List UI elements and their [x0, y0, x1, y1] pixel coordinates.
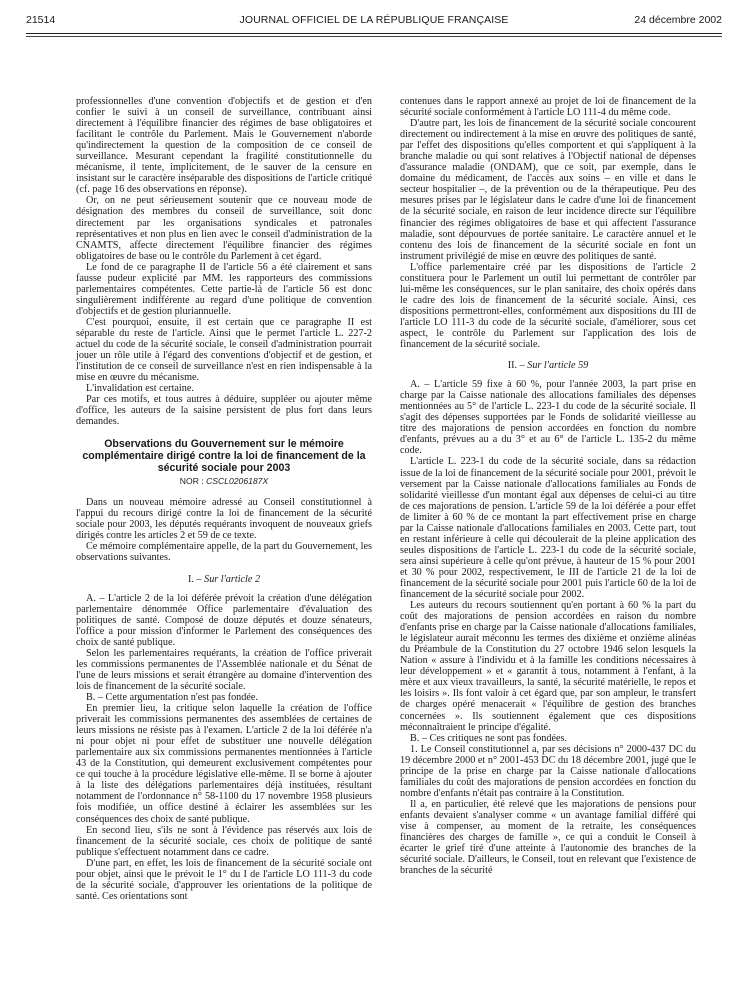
header-rule — [26, 33, 722, 34]
paragraph: Selon les parlementaires requérants, la création de l'office priverait les commissions permanentes de l'Assemblée nationale et du Sénat de l'une de leurs missions et serait étrangère au domaine d'intervention des lois de financement de la sécurité sociale. — [76, 647, 372, 692]
paragraph: Dans un nouveau mémoire adressé au Conseil constitutionnel à l'appui du recours dirigé contre la loi de financement de la sécurité sociale pour 2003, les députés requérants invoquent de nouveaux griefs dirigés contre les articles 2 et 59 de ce texte. — [76, 497, 372, 542]
paragraph: Il a, en particulier, été relevé que les majorations de pensions pour enfants devaient s'analyser comme « un avantage familial différé qui vise à compenser, au moment de la retraite, les conséquences financières des charges de famille », ce qui a conduit le Conseil à écarter le grief tiré d'une atteinte à l'autonomie des branches de la sécurité sociale. D'ailleurs, le Conseil, tout en relevant que l'existence de branches de la sécurité — [400, 798, 696, 877]
paragraph: B. – Ces critiques ne sont pas fondées. — [410, 732, 568, 744]
paragraph: B. – Cette argumentation n'est pas fondée. — [86, 691, 258, 703]
nor-reference — [76, 476, 372, 487]
paragraph: Par ces motifs, et tous autres à déduire, suppléer ou ajouter même d'office, les auteurs de la saisine persistent de plus fort dans leurs demandes. — [76, 394, 372, 428]
paragraph: D'autre part, les lois de financement de la sécurité sociale concourent directement ou indirectement à la mise en œuvre des politiques de santé, par l'effet des dispositions qu'elles comportent et qui s'appliquent à la branche maladie ou qui sont relatives à l'Objectif national de dépenses d'assurance maladie (ONDAM), que ce soit, par exemple, dans le domaine du médicament, de l'accès aux soins – en ville et dans le secteur hospitalier –, de la prévention ou de la thérapeutique. Peu des mesures prises par le législateur dans le cadre d'une loi de financement de la sécurité sociale, en raison de leur incidence directe sur l'équilibre financier des régimes obligatoires de base et qui affectent l'assurance maladie, sont dépourvues de portée sanitaire. Le caractère annuel et le contenu des lois de financement de la sécurité sociale en font un instrument privilégié de mise en œuvre des politiques de santé. — [400, 118, 696, 262]
right-column — [400, 96, 696, 902]
paragraph: A. – L'article 2 de la loi déférée prévoit la création d'une délégation parlementaire dénommée Office parlementaire d'évaluation des politiques de santé. Composé de douze députés et douze sénateurs, l'office a pour mission d'informer le Parlement des conséquences des choix de santé publique. — [76, 592, 372, 648]
nor-label: NOR : — [179, 476, 204, 487]
paragraph: L'invalidation est certaine. — [86, 383, 194, 395]
page-number: 21514 — [26, 14, 56, 26]
journal-title: JOURNAL OFFICIEL DE LA RÉPUBLIQUE FRANÇAISE — [239, 14, 509, 26]
paragraph: Ce mémoire complémentaire appelle, de la part du Gouvernement, les observations suivantes. — [76, 541, 372, 564]
text-columns — [76, 96, 696, 902]
paragraph: En premier lieu, la critique selon laquelle la création de l'office priverait les commissions permanentes des assemblées de certaines de leurs missions ne résiste pas à l'examen. L'article 2 de la loi déférée n'a ni pour objet ni pour effet de substituer une nouvelle délégation parlementaire aux six commissions permanentes mentionnées à l'article 43 de la Constitution, qui demeurent exclusivement compétentes pour ce qui touche à la procédure législative elle-même. Il se borne à ajouter à la liste des délégations parlementaires déjà instituées, résultant notamment de l'ordonnance n° 58-1100 du 17 novembre 1958 plusieurs fois modifiée, un office destiné à éclairer les assemblées sur les conséquences des choix de santé publique. — [76, 703, 372, 825]
paragraph: L'office parlementaire créé par les dispositions de l'article 2 constituera pour le Parlement un outil lui permettant de contrôler par lui-même les conséquences, sur le plan sanitaire, des choix opérés dans le cadre des lois de financement de la sécurité sociale. Ainsi, ces dispositions permettront-elles, conformément aux dispositions du III de l'article LO 111-3 du code de la sécurité sociale, d'améliorer, sous cet aspect, le contrôle du Parlement sur l'application des lois de financement de la sécurité sociale. — [400, 261, 696, 351]
paragraph: C'est pourquoi, ensuite, il est certain que ce paragraphe II est séparable du reste de l'article. Ainsi que le permet l'article L. 227-2 actuel du code de la sécurité sociale, le conseil d'administration pourrait jouer un rôle utile à l'égard des conventions d'objectif et de gestion, et l'institution de ce conseil de surveillance n'est en rien indispensable à la mise en œuvre du mécanisme. — [76, 316, 372, 384]
subheading-prefix: I. – — [187, 573, 205, 585]
paragraph: Or, on ne peut sérieusement soutenir que ce nouveau mode de désignation des membres du conseil de surveillance, soit donc directement par les organisations syndicales et patronales représentatives et non plus en lien avec le conseil d'administration de la CNAMTS, affecte directement l'équilibre financier des régimes obligatoires de base ou le contrôle du Parlement à cet égard. — [76, 195, 372, 262]
paragraph: contenues dans le rapport annexé au projet de loi de financement de la sécurité sociale conformément à l'article LO 111-4 du même code. — [400, 96, 696, 119]
subheading-article-2 — [76, 574, 372, 585]
paragraph: En second lieu, s'ils ne sont à l'évidence pas réservés aux lois de financement de la sécurité sociale, ces choix de politique de santé publique s'effectuent notamment dans ce cadre. — [76, 824, 372, 858]
paragraph: Le fond de ce paragraphe II de l'article 56 a été clairement et sans fausse pudeur explicité par MM. les rapporteurs des commissions parlementaires compétentes. Cette partie-là de l'article 56 est donc singulièrement indifférente au regard d'une politique de convention d'objectifs et de gestion pluriannuelle. — [76, 261, 372, 317]
subheading-article-59 — [400, 360, 696, 371]
paragraph: Les auteurs du recours soutiennent qu'en portant à 60 % la part du coût des majorations de pension accordées en raison du nombre d'enfants prise en charge par la Caisse nationale d'allocations familiales, le législateur aurait méconnu les termes des dixième et onzième alinéas du Préambule de la Constitution du 27 octobre 1946 selon lesquels la Nation « assure à l'individu et à la famille les conditions nécessaires à leur développement » et « garantit à tous, notamment à l'enfant, à la mère et aux vieux travailleurs, la santé, la sécurité matérielle, le repos et les loisirs ». Ils font valoir à cet égard que, par son ampleur, le transfert de charges opéré menacerait « l'équilibre de gestion des branches concernées ». Ils soutiennent également que ces dispositions méconnaîtraient le principe d'égalité. — [400, 600, 696, 733]
section-title: Observations du Gouvernement sur le mémoire complémentaire dirigé contre la loi de financement de la sécurité sociale pour 2003 — [82, 438, 366, 474]
left-column — [76, 96, 372, 902]
paragraph: L'article L. 223-1 du code de la sécurité sociale, dans sa rédaction issue de la loi de financement de la sécurité sociale pour 2001, prévoit le versement par la Caisse nationale d'allocations familiales au Fonds de solidarité vieillesse d'un montant égal aux dépenses de celui-ci au titre de ces majorations de pension. L'article 59 de la loi déférée a pour effet de limiter à 60 % de ce montant la part effectivement prise en charge par la Caisse nationale d'allocations familiales en 2003. Cette part, tout en restant inférieure à celle qui découlerait de la pleine application des seules dispositions de l'article L. 223-1 du code de la sécurité sociale, sera ainsi supérieure à celle qu'ont prévue, à hauteur de 15 % pour 2001 et 30 % pour 2002, respectivement, le III de l'article 21 de la loi de financement de la sécurité sociale pour 2001 puis l'article 60 de la loi de financement de la sécurité sociale pour 2002. — [400, 456, 696, 601]
paragraph: professionnelles d'une convention d'objectifs et de gestion et d'en confier le suivi à un conseil de surveillance, contribuant ainsi directement à l'équilibre financier des régimes de base obligatoires et facilitant le contrôle du Parlement. Mais le Gouvernement n'aborde qu'indirectement la question de la composition de ce conseil de surveillance. Mesurant cependant la fragilité constitutionnelle du mécanisme, il tente, implicitement, de le sauver de la censure en insistant sur le caractère inséparable des dispositions de l'article critiqué (cf. page 16 des observations en réponse). — [76, 96, 372, 196]
paragraph: A. – L'article 59 fixe à 60 %, pour l'année 2003, la part prise en charge par la Caisse nationale des allocations familiales des dépenses mentionnées au 5° de l'article L. 223-1 du code de la sécurité sociale. Il s'agit des dépenses supportées par le Fonds de solidarité vieillesse au titre des majorations de pension accordées en fonction du nombre d'enfants, prévues au a du 3° et au 6° de l'article L. 135-2 du même code. — [400, 379, 696, 457]
nor-code: CSCL0206187X — [206, 476, 269, 487]
header-rule-thin — [26, 36, 722, 37]
page-header — [26, 10, 722, 26]
subheading-text: Sur l'article 59 — [527, 360, 589, 372]
publication-date: 24 décembre 2002 — [634, 14, 722, 26]
paragraph: D'une part, en effet, les lois de financement de la sécurité sociale ont pour objet, ainsi que le prévoit le 1° du I de l'article LO 111-3 du code de la sécurité sociale, d'approuver les orientations de la politique de santé. Ces orientations sont — [76, 857, 372, 902]
subheading-text: Sur l'article 2 — [204, 573, 261, 585]
paragraph: 1. Le Conseil constitutionnel a, par ses décisions n° 2000-437 DC du 19 décembre 2000 et n° 2001-453 DC du 18 décembre 2001, jugé que le principe de la prise en charge par la Caisse nationale d'allocations familiales du coût des majorations de pension accordées en fonction du nombre d'enfants n'était pas contraire à la Constitution. — [400, 743, 696, 799]
subheading-prefix: II. – — [507, 360, 528, 372]
